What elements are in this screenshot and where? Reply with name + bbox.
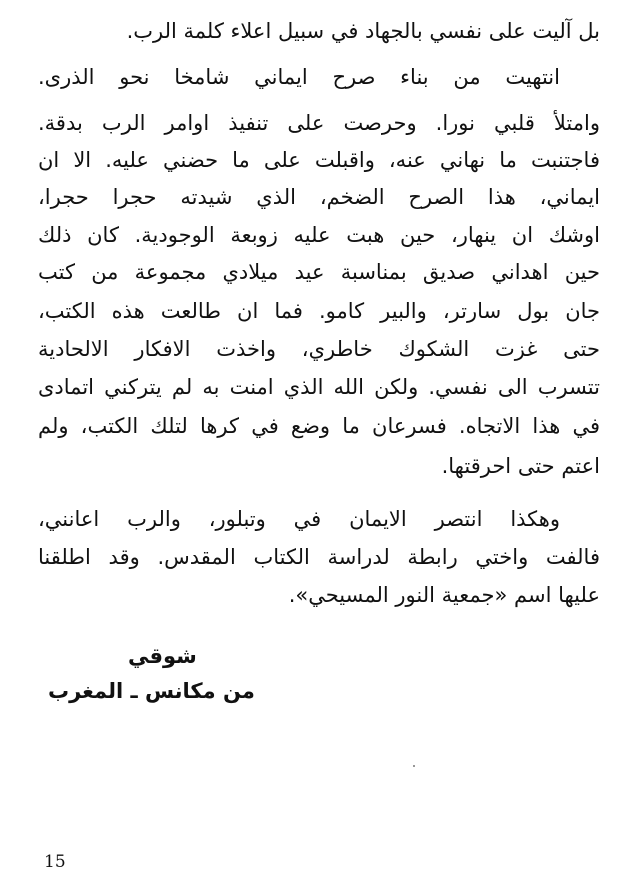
paragraph-2-line-8: حتى غزت الشكوك خاطري، واخذت الافكار الالحادية xyxy=(38,337,600,361)
paragraph-2-line-4: ايماني، هذا الصرح الضخم، الذي شيدته حجرا حجرا، xyxy=(38,185,600,209)
paragraph-2-line-10: في هذا الاتجاه. فسرعان ما وضع في كرها لتلك الكتب، ولم xyxy=(38,414,600,438)
paragraph-2-line-5: اوشك ان ينهار، حين هبت عليه زوبعة الوجودية. كان ذلك xyxy=(38,223,600,247)
signature-name: شوقي xyxy=(128,644,197,668)
paragraph-1-line-1: بل آليت على نفسي بالجهاد في سبيل اعلاء كلمة الرب. xyxy=(126,19,600,43)
paragraph-3-line-3: عليها اسم «جمعية النور المسيحي». xyxy=(288,583,600,607)
paragraph-2-line-2: وامتلأ قلبي نورا. وحرصت على تنفيذ اوامر الرب بدقة. xyxy=(38,111,600,135)
paragraph-2-line-6: حين اهداني صديق بمناسبة عيد ميلادي مجموعة من كتب xyxy=(38,260,600,284)
paragraph-2-line-11: اعتم حتى احرقتها. xyxy=(441,454,600,478)
paragraph-2-line-7: جان بول سارتر، والبير كامو. فما ان طالعت هذه الكتب، xyxy=(38,299,600,323)
paragraph-3-line-1: وهكذا انتصر الايمان في وتبلور، والرب اعانني، xyxy=(38,507,560,531)
signature-location: من مكانس ـ المغرب xyxy=(48,679,255,703)
paragraph-2-line-1: انتهيت من بناء صرح ايماني شامخا نحو الذرى. xyxy=(38,65,560,89)
paragraph-2-line-9: تتسرب الى نفسي. ولكن الله الذي امنت به لم يتركني اتمادى xyxy=(38,375,600,399)
paragraph-3-line-2: فالفت واختي رابطة لدراسة الكتاب المقدس. وقد اطلقنا xyxy=(38,545,600,569)
paragraph-2-line-3: فاجتنبت ما نهاني عنه، واقبلت على ما حضني عليه. الا ان xyxy=(38,148,600,172)
page-number: 15 xyxy=(44,852,66,872)
scan-speck xyxy=(413,765,415,767)
